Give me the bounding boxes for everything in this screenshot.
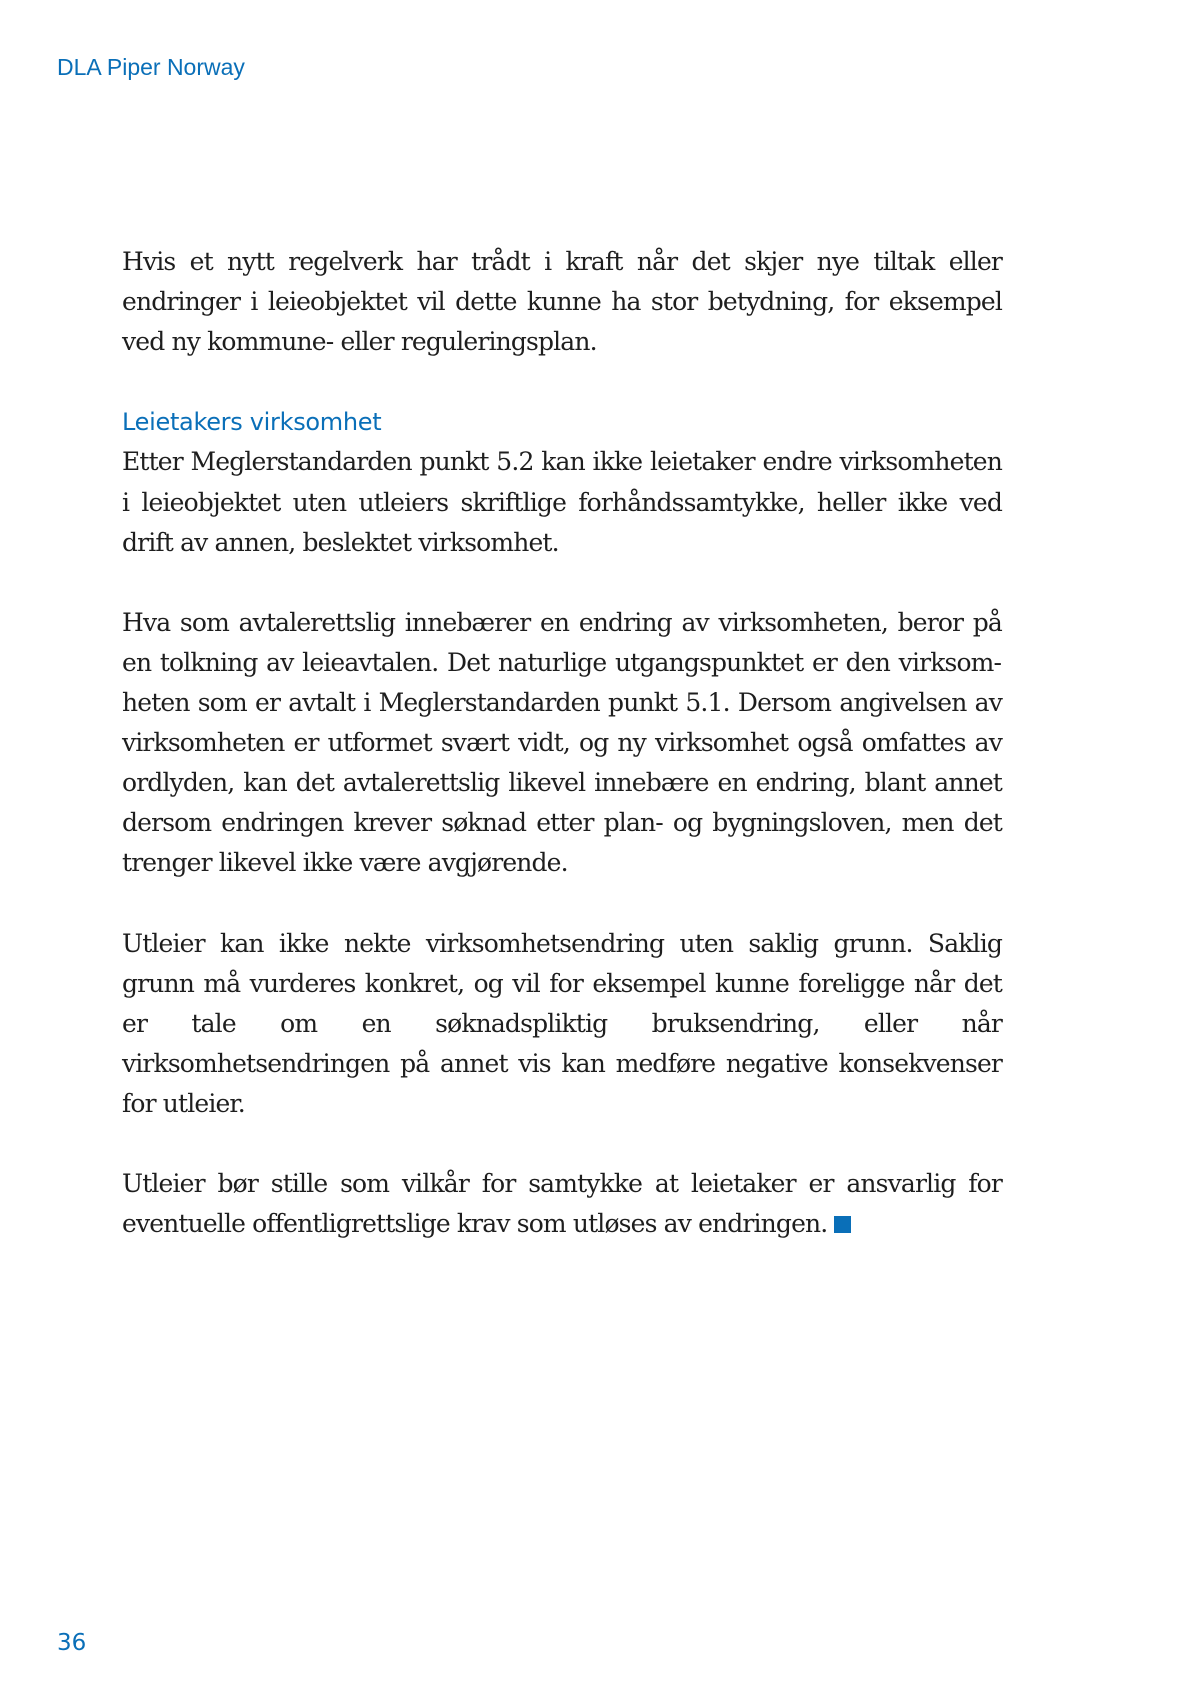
page-number: 36 <box>57 1630 87 1656</box>
end-of-article-square-icon <box>834 1216 851 1233</box>
body-paragraph: Etter Meglerstandarden punkt 5.2 kan ikke leietaker endre virksomheten i leieobjektet uten utleiers skriftlige forhåndssamtykke, heller ikke ved drift av annen, beslektet virksomhet. <box>122 447 1002 557</box>
section-heading: Leietakers virksomhet <box>122 408 382 437</box>
body-paragraph: Hva som avtalerettslig innebærer en endring av virksomheten, beror på en tolkning av leieavtalen. Det naturlige utgangspunktet er den virksomheten som er avtalt i Meglerstandarden punkt 5.1. Dersom angivelsen av virksomheten er utformet svært vidt, og ny virksomhet også omfattes av ordlyden, kan det avtalerettslig likevel innebære en endring, blant annet dersom endringen krever søknad etter plan- og bygningsloven, men det trenger likevel ikke være avgjørende. <box>122 607 1002 878</box>
body-paragraph: Utleier kan ikke nekte virksomhetsendring uten saklig grunn. Saklig grunn må vurderes konkret, og vil for eksempel kunne foreligge når det er tale om en søknadspliktig bruksendring, eller når virksomhetsendringen på annet vis kan medføre negative konsekvenser for utleier. <box>122 928 1002 1118</box>
body-paragraph: Hvis et nytt regelverk har trådt i kraft når det skjer nye tiltak eller endringer i leieobjektet vil dette kunne ha stor betydning, for eksempel ved ny kommune- eller reguleringsplan. <box>122 247 1002 357</box>
body-paragraph-final <box>122 1164 1002 1244</box>
running-header: DLA Piper Norway <box>57 54 245 80</box>
final-paragraph-text: Utleier bør stille som vilkår for samtykke at leietaker er ansvarlig for eventuelle offentligrettslige krav som utløses av endringen. <box>122 1169 1002 1239</box>
article-body <box>122 242 1002 1244</box>
